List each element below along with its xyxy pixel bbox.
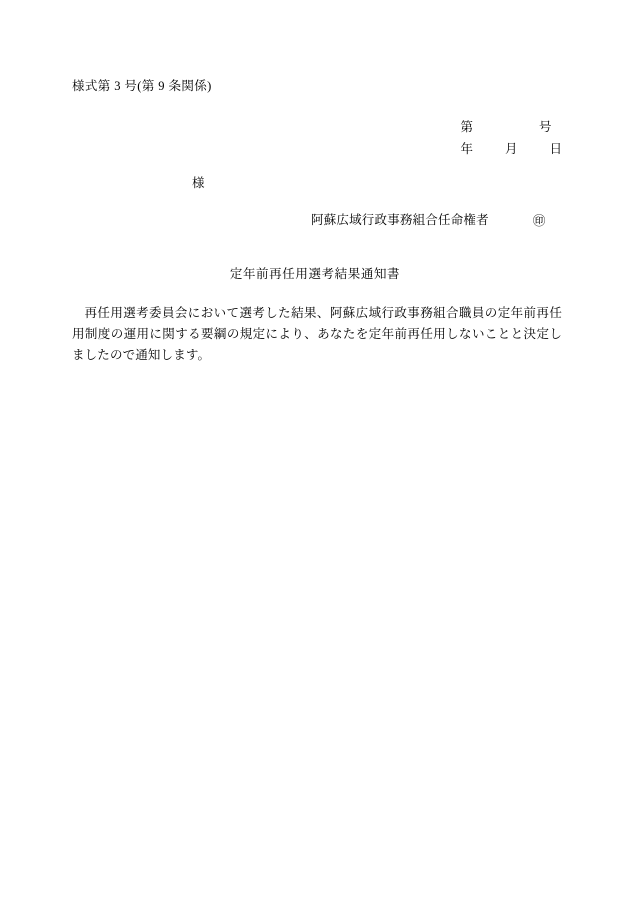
document-number-suffix: 号 [538, 120, 552, 134]
issuer-block [311, 210, 546, 228]
addressee-suffix: 様 [192, 176, 205, 190]
seal-icon: ㊞ [532, 214, 546, 228]
document-title: 定年前再任用選考結果通知書 [229, 267, 401, 281]
issuer-name: 阿蘇広域行政事務組合任命権者 [311, 213, 489, 227]
date-month-label: 月 [504, 142, 518, 156]
document-meta-block [460, 116, 562, 160]
date-day-label: 日 [549, 142, 562, 156]
date-year-label: 年 [460, 142, 473, 156]
document-number-prefix: 第 [460, 120, 473, 134]
document-body: 再任用選考委員会において選考した結果、阿蘇広域行政事務組合職員の定年前再任用制度の運用に関する要綱の規定により、あなたを定年前再任用しないことと決定しましたので通知します。 [72, 306, 562, 362]
document-date-row [460, 138, 562, 160]
document-number-row [460, 116, 562, 138]
form-number: 様式第 3 号(第 9 条関係) [72, 79, 212, 93]
